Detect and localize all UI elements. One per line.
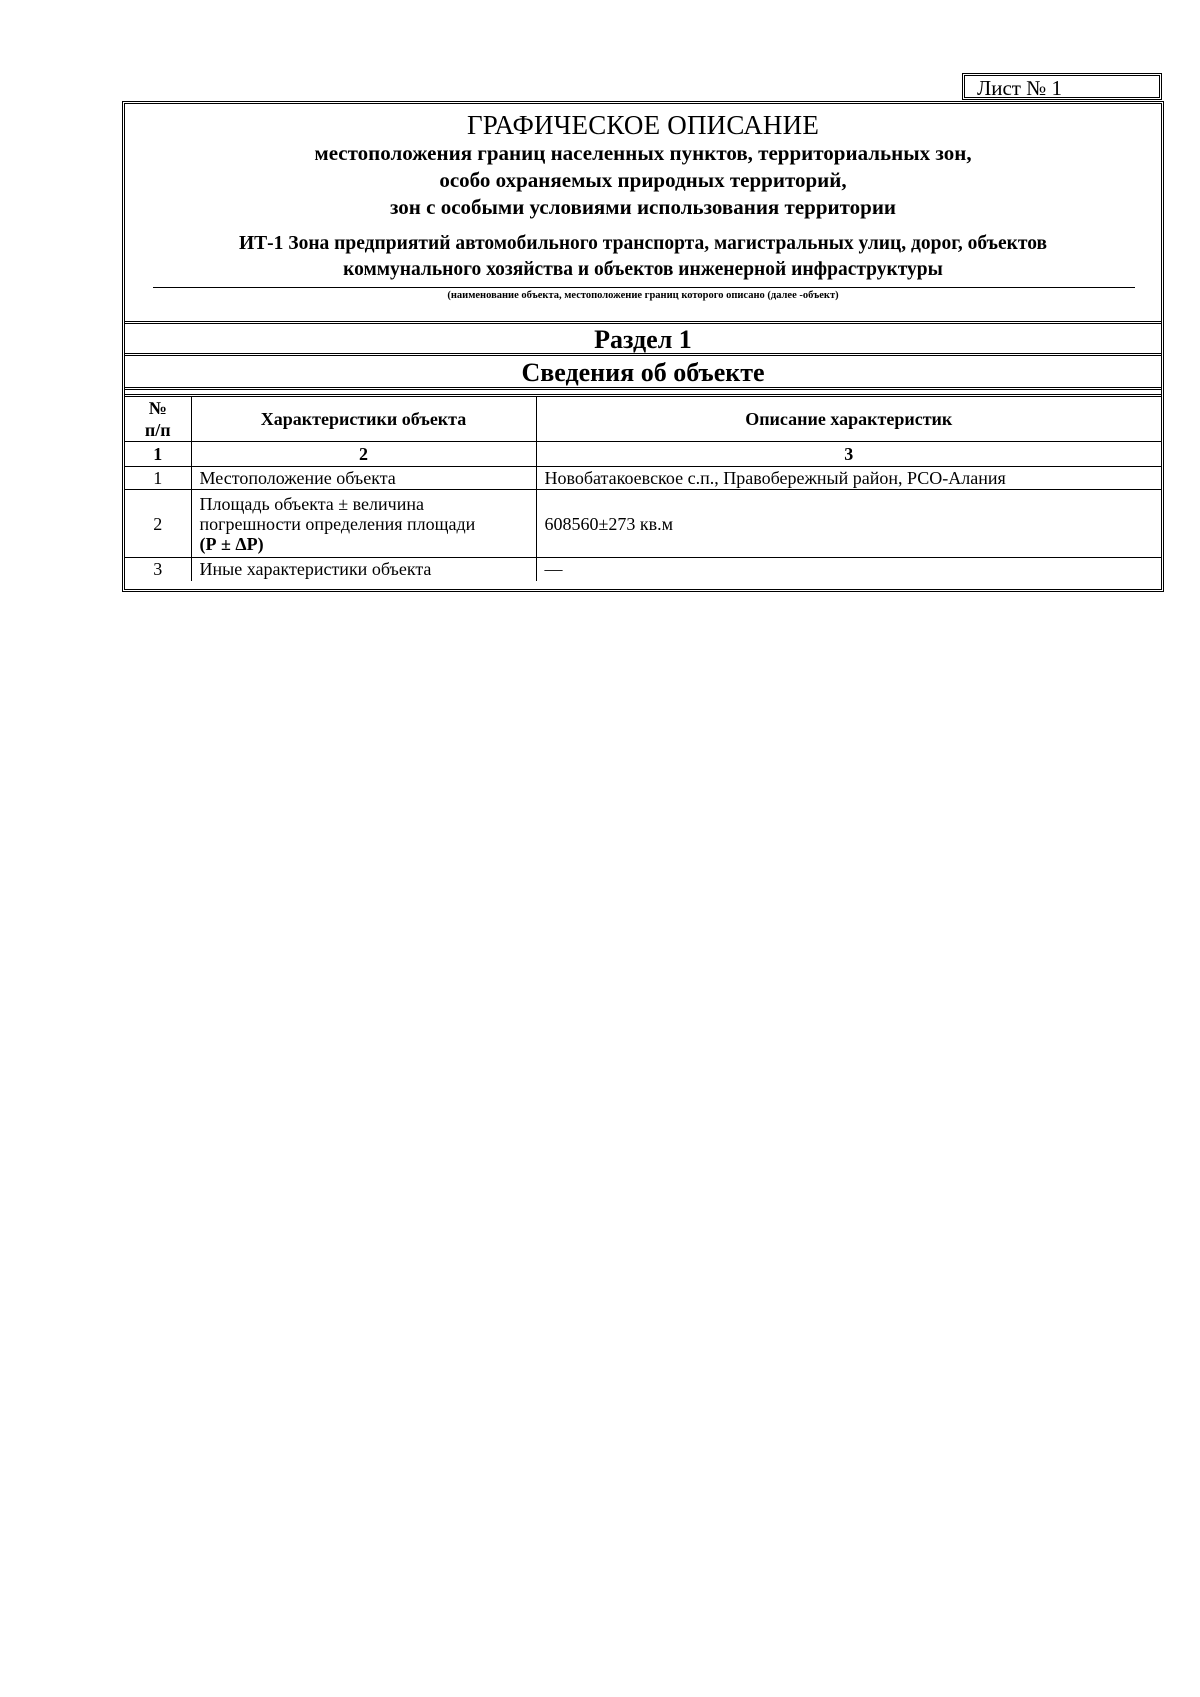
row-description: 608560±273 кв.м — [536, 490, 1161, 558]
row-characteristic-line: погрешности определения площади — [199, 513, 476, 534]
row-characteristic-line: Площадь объекта ± величина — [199, 493, 424, 514]
table-header-row — [125, 396, 1161, 442]
object-name-line-1: ИТ-1 Зона предприятий автомобильного транспорта, магистральных улиц, дорог, объектов — [238, 233, 1047, 254]
object-name — [125, 231, 1161, 283]
table-row — [125, 558, 1161, 581]
object-name-line-2: коммунального хозяйства и объектов инженерной инфраструктуры — [343, 259, 943, 280]
header-number-line-2: п/п — [144, 420, 171, 440]
column-number: 1 — [125, 442, 191, 467]
section-number: Раздел 1 — [125, 324, 1161, 356]
object-underline — [153, 287, 1135, 288]
row-characteristic: Местоположение объекта — [191, 467, 536, 490]
column-number-row — [125, 442, 1161, 467]
row-number: 2 — [125, 490, 191, 558]
row-description: Новобатакоевское с.п., Правобережный район, РСО-Алания — [536, 467, 1161, 490]
column-number: 3 — [536, 442, 1161, 467]
row-number: 1 — [125, 467, 191, 490]
column-number: 2 — [191, 442, 536, 467]
header-number-line-1: № — [148, 398, 167, 418]
row-description: — — [536, 558, 1161, 581]
row-number: 3 — [125, 558, 191, 581]
object-info-table — [125, 394, 1161, 581]
header-number — [125, 396, 191, 442]
sheet-number: Лист № 1 — [962, 73, 1162, 100]
title-block — [125, 104, 1161, 324]
title-line-1: местоположения границ населенных пунктов, территориальных зон, — [314, 141, 972, 165]
row-characteristic — [191, 490, 536, 558]
row-characteristic: Иные характеристики объекта — [191, 558, 536, 581]
row-characteristic-formula: (Р ± ΔР) — [199, 533, 264, 554]
header-description: Описание характеристик — [536, 396, 1161, 442]
header-characteristic: Характеристики объекта — [191, 396, 536, 442]
table-row — [125, 490, 1161, 558]
document-frame — [122, 101, 1164, 592]
title-line-2: особо охраняемых природных территорий, — [439, 168, 847, 192]
title-line-3: зон с особыми условиями использования территории — [389, 195, 897, 219]
object-caption: (наименование объекта, местоположение границ которого описано (далее -объект) — [447, 290, 839, 301]
section-title: Сведения об объекте — [125, 356, 1161, 390]
document-title: ГРАФИЧЕСКОЕ ОПИСАНИЕ — [466, 110, 820, 140]
table-row — [125, 467, 1161, 490]
